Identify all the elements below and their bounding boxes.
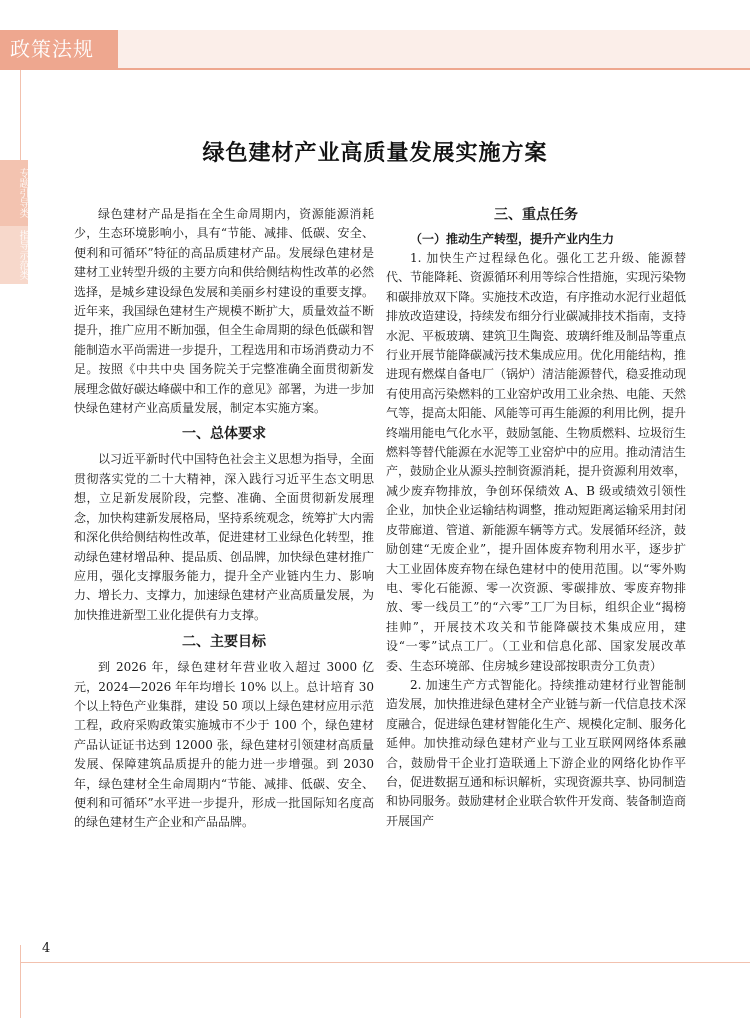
section2-paragraph: 到 2026 年，绿色建材年营业收入超过 3000 亿元，2024—2026 年年均增长 10% 以上。总计培育 30 个以上特色产业集群，建设 50 项以上绿色建材应用示范工程，政府采购政策实施城市不少于 100 个，绿色建材产品认证证书达到 12000 张，绿色建材引领建材高质量发展、保障建筑品质提升的能力进一步增强。到 2030 年，绿色建材全生命周期内“节能、减排、低碳、安全、便利和可循环”水平进一步提升，形成一批国际知名度高的绿色建材生产企业和产品品牌。 [74, 660, 374, 830]
section1-paragraph: 以习近平新时代中国特色社会主义思想为指导，全面贯彻落实党的二十大精神，深入践行习近平生态文明思想，立足新发展阶段，完整、准确、全面贯彻新发展理念，加快构建新发展格局，坚持系统观念，统筹扩大内需和深化供给侧结构性改革，促进建材工业绿色化转型，推动绿色建材增品种、提品质、创品牌，加快绿色建材推广应用，强化支撑服务能力，提升全产业链内生力、影响力、增长力、支撑力，加速绿色建材产业高质量发展，为加快推进新型工业化提供有力支撑。 [74, 452, 375, 622]
task-item-1: 1. 加快生产过程绿色化。强化工艺升级、能源替代、节能降耗、资源循环利用等综合性措施，实现污染物和碳排放双下降。实施技术改造，有序推动水泥行业超低排放改造建设，持续发布细分行业碳减排技术指南，支持水泥、平板玻璃、建筑卫生陶瓷、玻璃纤维及制品等重点行业开展节能降碳减污技术集成应用。优化用能结构，推进现有燃煤自备电厂（锅炉）清洁能源替代，稳妥推动现有使用高污染燃料的工业窑炉改用工业余热、电能、天然气等，提高太阳能、风能等可再生能源的利用比例，提升终端用能电气化水平，鼓励氢能、生物质燃料、垃圾衍生燃料等替代能源在水泥等工业窑炉中的应用。推动清洁生产，鼓励企业从源头控制资源消耗，提升资源利用效率，减少废弃物排放，争创环保绩效 A、B 级或绩效引领性企业，加快企业运输结构调整，推动短距离运输采用封闭皮带廊道、管道、新能源车辆等方式。发展循环经济，鼓励创建“无废企业”，提升固体废弃物利用水平，逐步扩大工业固体废弃物在绿色建材中的使用范围。以“零外购电、零化石能源、零一次资源、零碳排放、零废弃物排放、零一线员工”的“六零”工厂为目标，组织企业“揭榜挂帅”，开展技术攻关和节能降碳技术集成应用，建设“一零”试点工厂。（工业和信息化部、国家发展改革委、生态环境部、住房城乡建设部按职责分工负责） [386, 251, 687, 673]
side-tab-guidance[interactable]: 指导示范类 [0, 226, 28, 284]
subsection1-heading: （一）推动生产转型，提升产业内生力 [410, 232, 615, 246]
left-column [74, 205, 374, 833]
section2-heading: 二、主要目标 [182, 634, 266, 651]
section1-heading: 一、总体要求 [182, 426, 266, 443]
page-number: 4 [42, 941, 51, 956]
right-column [386, 205, 686, 831]
header-rule [0, 68, 750, 70]
section3-heading: 三、重点任务 [494, 207, 578, 223]
page-title: 绿色建材产业高质量发展实施方案 [202, 140, 548, 166]
section-tab: 政策法规 [0, 30, 118, 68]
footer-divider-horizontal [20, 962, 750, 963]
footer-divider-vertical [20, 945, 21, 1018]
side-tab-topic[interactable]: 专题引导类 [0, 160, 28, 226]
intro-paragraph: 绿色建材产品是指在全生命周期内，资源能源消耗少，生态环境影响小，具有“节能、减排、低碳、安全、便利和可循环”特征的高品质建材产品。发展绿色建材是建材工业转型升级的主要方向和供给侧结构性改革的必然选择，是城乡建设绿色发展和美丽乡村建设的重要支撑。近年来，我国绿色建材生产规模不断扩大，质量效益不断提升，推广应用不断加强，但全生命周期的绿色低碳和智能制造水平尚需进一步提升，工程选用和市场消费动力不足。按照《中共中央 国务院关于完整准确全面贯彻新发展理念做好碳达峰碳中和工作的意见》部署，为进一步加快绿色建材产业高质量发展，制定本实施方案。 [74, 207, 375, 416]
task-item-2: 2. 加速生产方式智能化。持续推动建材行业智能制造发展，加快推进绿色建材全产业链与新一代信息技术深度融合，促进绿色建材智能化生产、规模化定制、服务化延伸。加快推动绿色建材产业与工业互联网网络体系融合，鼓励骨干企业打造联通上下游企业的网络化协作平台，促进数据互通和标识解析，实现资源共享、协同制造和协同服务。鼓励建材企业联合软件开发商、装备制造商开展国产 [386, 677, 687, 828]
